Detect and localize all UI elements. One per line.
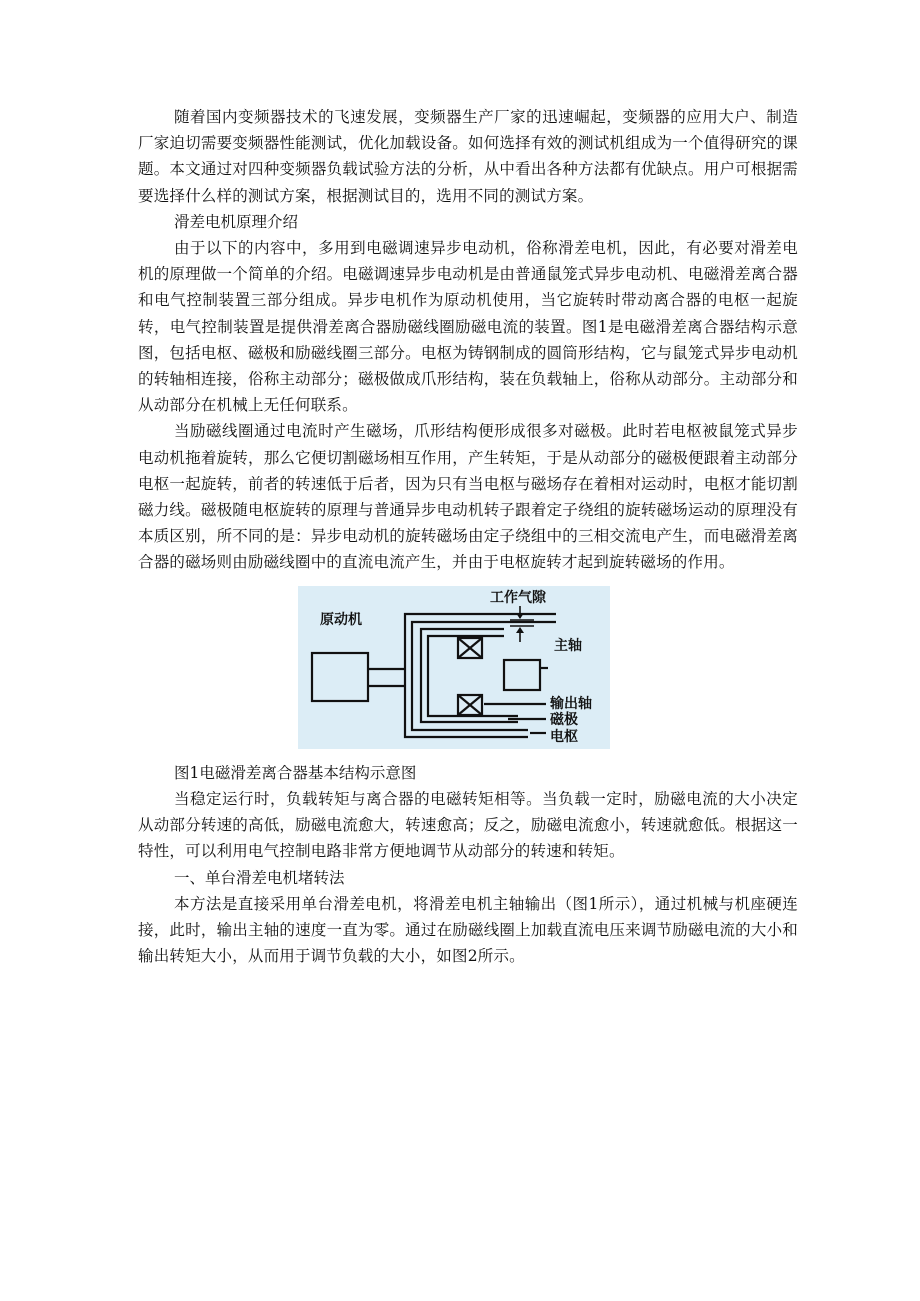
document-body-bottom [138,786,798,969]
prime-mover-box [312,653,368,701]
label-main-shaft: 主轴 [554,638,582,654]
intro-paragraph: 随着国内变频器技术的飞速发展，变频器生产厂家的迅速崛起，变频器的应用大户、制造厂家迫切需要变频器性能测试，优化加载设备。如何选择有效的测试机组成为一个值得研究的课题。本文通过对四种变频器负载试验方法的分析，从中看出各种方法都有优缺点。用户可根据需要选择什么样的测试方案，根据测试目的，选用不同的测试方案。 [138,108,798,205]
label-output-shaft: 输出轴 [550,696,592,712]
label-air-gap: 工作气隙 [490,590,546,606]
slip-motor-paragraph: 由于以下的内容中，多用到电磁调速异步电动机，俗称滑差电机，因此，有必要对滑差电机的原理做一个简单的介绍。电磁调速异步电动机是由普通鼠笼式异步电动机、电磁滑差离合器和电气控制装置三部分组成。异步电机作为原动机使用，当它旋转时带动离合器的电枢一起旋转，电气控制装置是提供滑差离合器励磁线圈励磁电流的装置。图1是电磁滑差离合器结构示意图，包括电枢、磁极和励磁线圈三部分。电枢为铸钢制成的圆筒形结构，它与鼠笼式异步电动机的转轴相连接，俗称主动部分；磁极做成爪形结构，装在负载轴上，俗称从动部分。主动部分和从动部分在机械上无任何联系。 [138,239,798,415]
section-heading-stall-method: 一、单台滑差电机堵转法 [174,868,345,887]
excitation-paragraph: 当励磁线圈通过电流时产生磁场，爪形结构便形成很多对磁极。此时若电枢被鼠笼式异步电动机拖着旋转，那么它便切割磁场相互作用，产生转矩，于是从动部分的磁极便跟着主动部分电枢一起旋转，前者的转速低于后者，因为只有当电枢与磁场存在着相对运动时，电枢才能切割磁力线。磁极随电枢旋转的原理与普通异步电动机转子跟着定子绕组的旋转磁场运动的原理没有本质区别，所不同的是：异步电动机的旋转磁场由定子绕组中的三相交流电产生，而电磁滑差离合器的磁场则由励磁线圈中的直流电流产生，并由于电枢旋转才起到旋转磁场的作用。 [138,422,798,572]
section-heading-slip-motor: 滑差电机原理介绍 [174,212,299,231]
clutch-diagram [298,586,610,749]
label-prime-mover: 原动机 [320,612,362,628]
steady-state-paragraph: 当稳定运行时，负载转矩与离合器的电磁转矩相等。当负载一定时，励磁电流的大小决定从动部分转速的高低，励磁电流愈大，转速愈高；反之，励磁电流愈小，转速就愈低。根据这一特性，可以利用电气控制电路非常方便地调节从动部分的转速和转矩。 [138,790,798,861]
figure-caption: 图1电磁滑差离合器基本结构示意图 [174,764,417,782]
label-armature: 电枢 [550,729,578,745]
document-body-top [138,104,798,576]
clutch-structure-figure [298,586,610,749]
stall-method-paragraph: 本方法是直接采用单台滑差电机，将滑差电机主轴输出（图1所示），通过机械与机座硬连接，此时，输出主轴的速度一直为零。通过在励磁线圈上加载直流电压来调节励磁电流的大小和输出转矩大小，从而用于调节负载的大小，如图2所示。 [138,894,798,966]
label-pole: 磁极 [550,712,578,728]
